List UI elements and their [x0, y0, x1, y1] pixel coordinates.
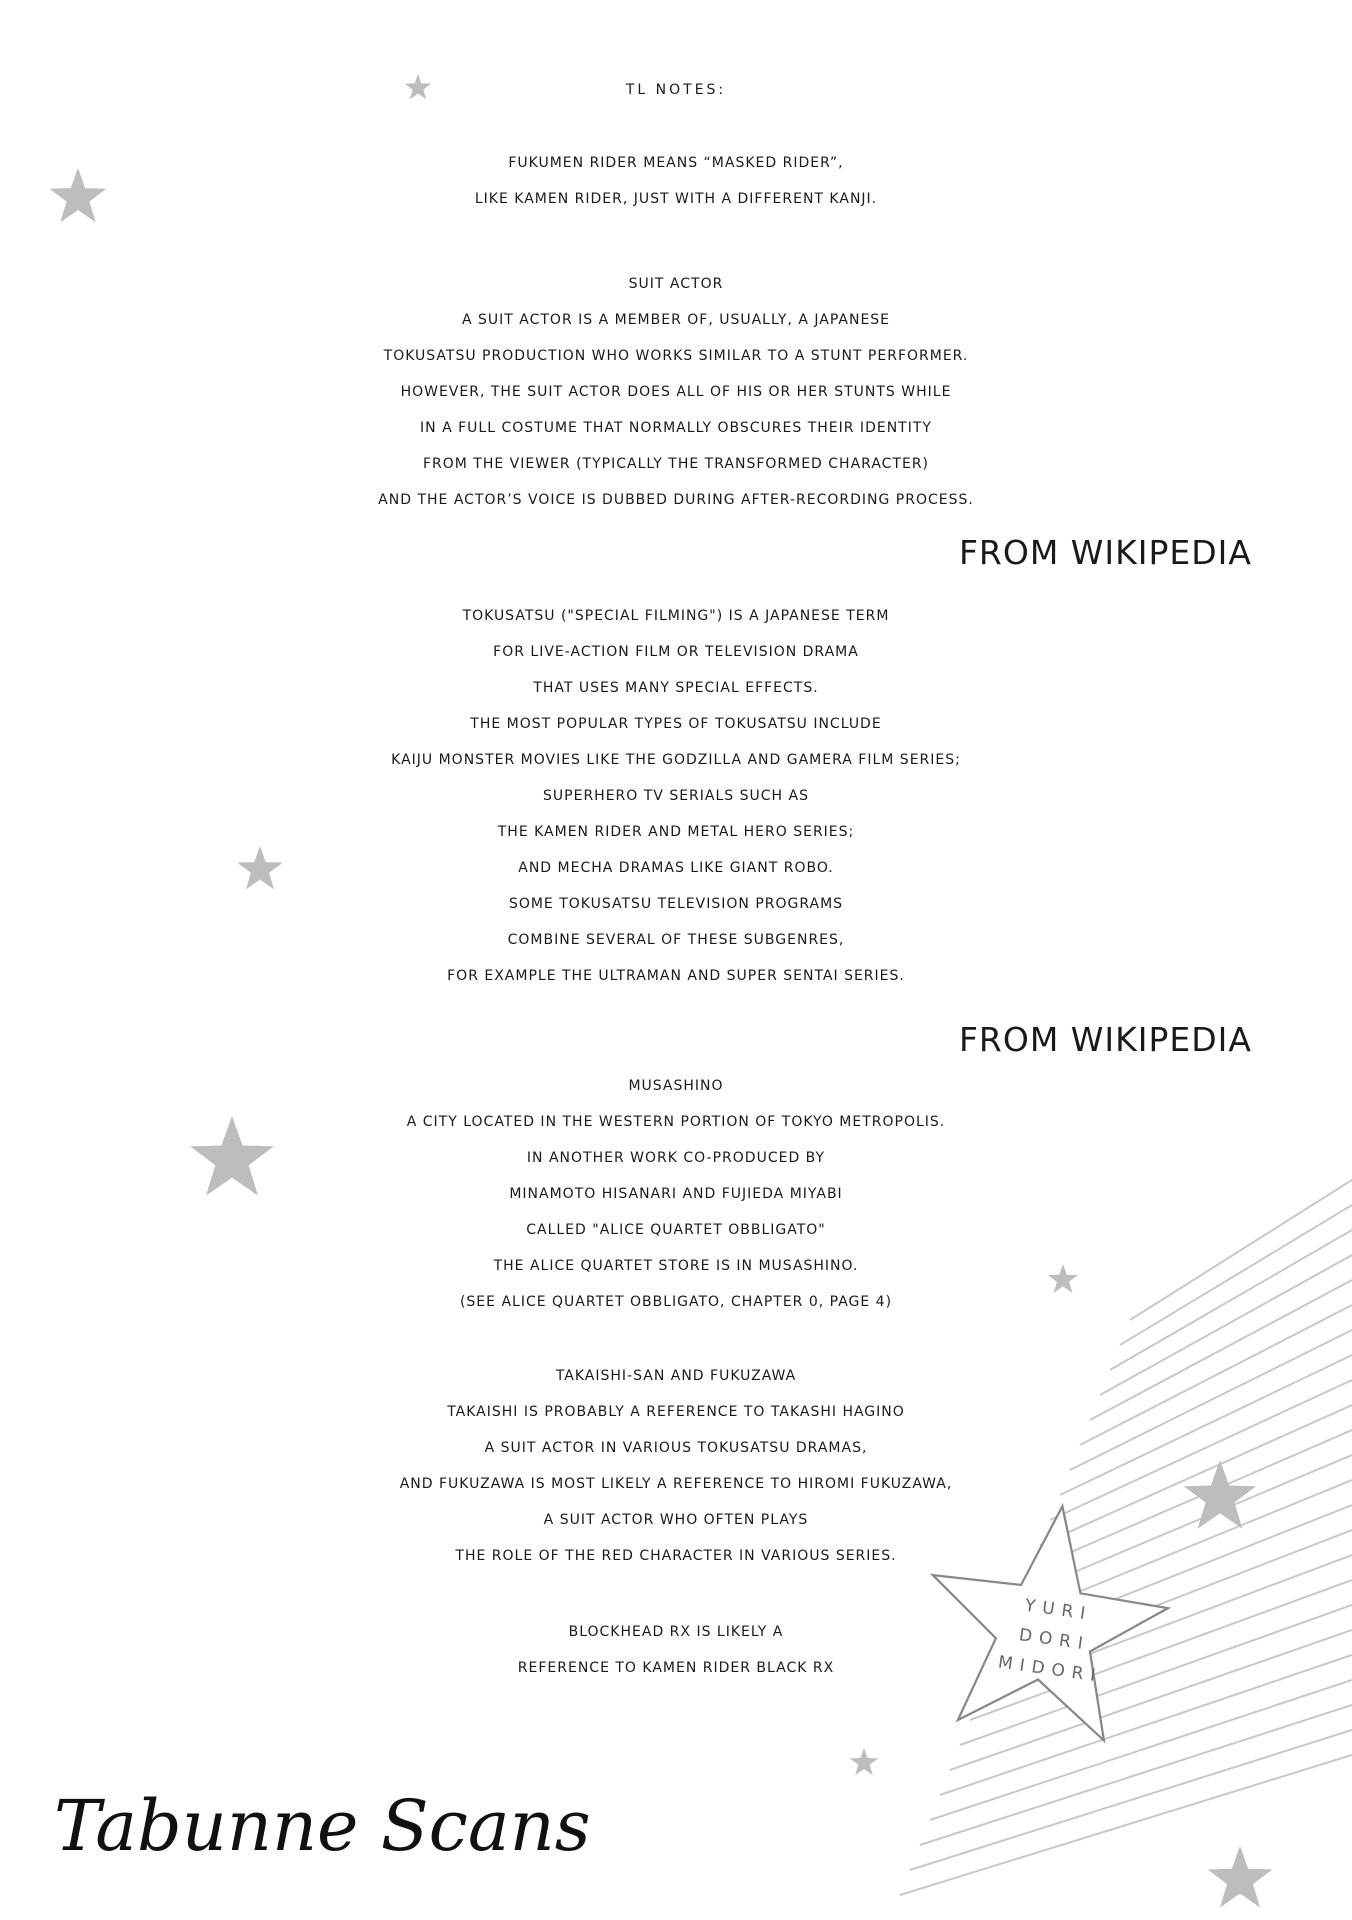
- note-heading: SUIT ACTOR: [628, 276, 724, 292]
- scanlator-signature: Tabunne Scans: [54, 1785, 591, 1867]
- note-line: AND MECHA DRAMAS LIKE GIANT ROBO.: [518, 860, 834, 876]
- note-line: FOR LIVE-ACTION FILM OR TELEVISION DRAMA: [493, 644, 859, 660]
- note-line: AND THE ACTOR’S VOICE IS DUBBED DURING AFTER-RECORDING PROCESS.: [378, 492, 974, 508]
- note-line: AND FUKUZAWA IS MOST LIKELY A REFERENCE TO HIROMI FUKUZAWA,: [399, 1476, 953, 1492]
- note-line: THE ROLE OF THE RED CHARACTER IN VARIOUS SERIES.: [455, 1548, 897, 1564]
- source-credit: FROM WIKIPEDIA: [958, 1020, 1252, 1059]
- note-heading: MUSASHINO: [628, 1078, 724, 1094]
- note-line: A SUIT ACTOR WHO OFTEN PLAYS: [543, 1512, 809, 1528]
- note-line: IN ANOTHER WORK CO-PRODUCED BY: [526, 1150, 826, 1166]
- note-line: A CITY LOCATED IN THE WESTERN PORTION OF TOKYO METROPOLIS.: [406, 1114, 946, 1130]
- star-logo-word: DORI: [1017, 1625, 1091, 1655]
- note-heading: TAKAISHI-SAN AND FUKUZAWA: [555, 1368, 797, 1384]
- note-line: TOKUSATSU PRODUCTION WHO WORKS SIMILAR TO A STUNT PERFORMER.: [383, 348, 969, 364]
- note-line: (SEE ALICE QUARTET OBBLIGATO, CHAPTER 0, PAGE 4): [459, 1294, 893, 1310]
- note-line: TAKAISHI IS PROBABLY A REFERENCE TO TAKASHI HAGINO: [447, 1404, 905, 1420]
- note-line: COMBINE SEVERAL OF THESE SUBGENRES,: [507, 932, 845, 948]
- star-logo-word: MIDORI: [996, 1652, 1104, 1687]
- page-title: TL NOTES:: [625, 82, 727, 98]
- source-credit: FROM WIKIPEDIA: [958, 533, 1252, 572]
- note-line: FUKUMEN RIDER MEANS “MASKED RIDER”,: [508, 155, 844, 171]
- note-line: THE MOST POPULAR TYPES OF TOKUSATSU INCLUDE: [470, 716, 882, 732]
- note-line: FOR EXAMPLE THE ULTRAMAN AND SUPER SENTAI SERIES.: [447, 968, 905, 984]
- note-line: THAT USES MANY SPECIAL EFFECTS.: [533, 680, 819, 696]
- note-line: THE ALICE QUARTET STORE IS IN MUSASHINO.: [493, 1258, 859, 1274]
- note-line: LIKE KAMEN RIDER, JUST WITH A DIFFERENT KANJI.: [474, 191, 878, 207]
- note-line: A SUIT ACTOR IS A MEMBER OF, USUALLY, A JAPANESE: [461, 312, 891, 328]
- note-line: THE KAMEN RIDER AND METAL HERO SERIES;: [497, 824, 855, 840]
- note-line: HOWEVER, THE SUIT ACTOR DOES ALL OF HIS OR HER STUNTS WHILE: [400, 384, 952, 400]
- note-line: FROM THE VIEWER (TYPICALLY THE TRANSFORMED CHARACTER): [422, 456, 930, 472]
- note-line: KAIJU MONSTER MOVIES LIKE THE GODZILLA AND GAMERA FILM SERIES;: [391, 752, 961, 768]
- note-line: MINAMOTO HISANARI AND FUJIEDA MIYABI: [509, 1186, 843, 1202]
- note-line: SUPERHERO TV SERIALS SUCH AS: [543, 788, 809, 804]
- note-line: IN A FULL COSTUME THAT NORMALLY OBSCURES THEIR IDENTITY: [420, 420, 932, 436]
- note-line: TOKUSATSU ("SPECIAL FILMING") IS A JAPANESE TERM: [462, 608, 890, 624]
- note-line: SOME TOKUSATSU TELEVISION PROGRAMS: [508, 896, 844, 912]
- note-line: BLOCKHEAD RX IS LIKELY A: [568, 1624, 784, 1640]
- note-line: CALLED "ALICE QUARTET OBBLIGATO": [526, 1222, 826, 1238]
- note-line: A SUIT ACTOR IN VARIOUS TOKUSATSU DRAMAS,: [484, 1440, 868, 1456]
- note-line: REFERENCE TO KAMEN RIDER BLACK RX: [517, 1660, 835, 1676]
- star-logo-word: YURI: [1023, 1595, 1094, 1625]
